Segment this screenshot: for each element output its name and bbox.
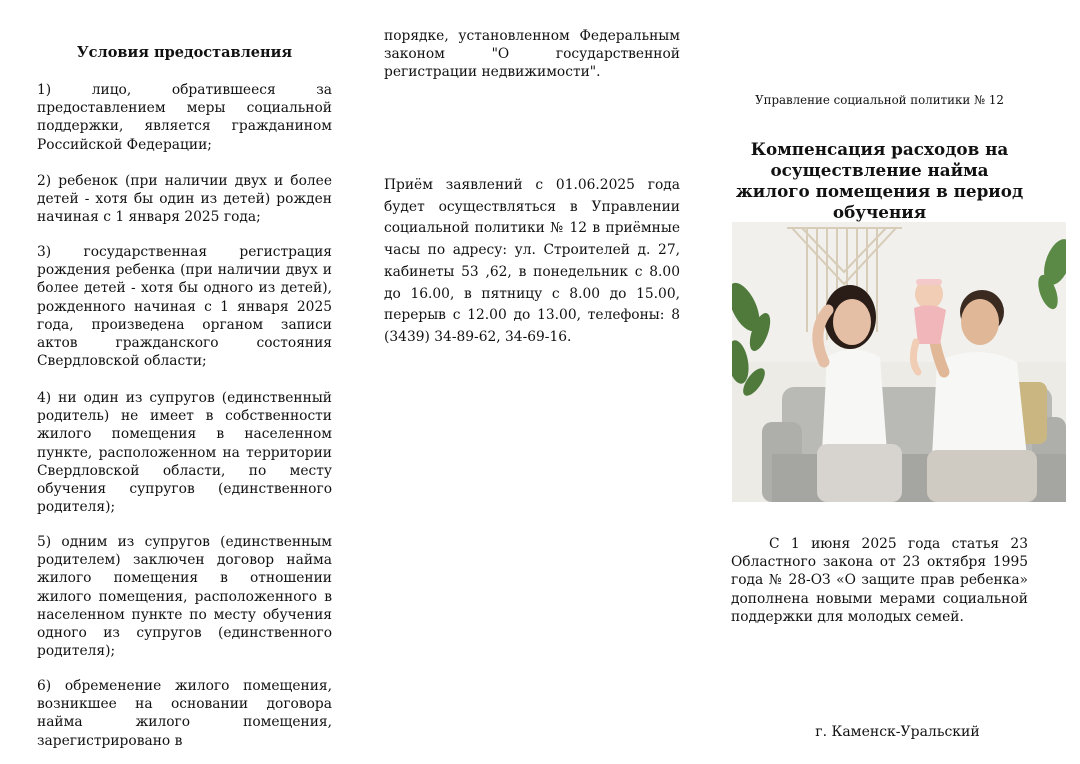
right-panel — [731, 0, 1028, 764]
condition-3: 3) государственная регистрация рождения ребенка (при наличии двух и более детей - хотя бы одного из детей), рожденного начиная с 1 января 2025 года, произведена органом записи актов гражданского состояния Свердловской области; — [37, 244, 332, 370]
condition-6: 6) обременение жилого помещения, возникшее на основании договора найма жилого помещения, зарегистрировано в — [37, 678, 332, 749]
left-panel — [37, 0, 332, 764]
conditions-continuation: порядке, установленном Федеральным законом "О государственной регистрации недвижимости". — [384, 28, 680, 81]
law-text: С 1 июня 2025 года статья 23 Областного закона от 23 октября 1995 года № 28-ОЗ «О защите прав ребенка» дополнена новыми мерами социальной поддержки для молодых семей. — [731, 536, 1028, 625]
condition-1: 1) лицо, обратившееся за предоставлением меры социальной поддержки, является гражданином Российской Федерации; — [37, 82, 332, 153]
brochure-title: Компенсация расходов на осуществление найма жилого помещения в период обучения — [735, 139, 1024, 222]
condition-4: 4) ни один из супругов (единственный родитель) не имеет в собственности жилого помещения в населенном пункте, расположенном на территории Свердловской области, по месту обучения супругов (единственного родителя); — [37, 390, 332, 516]
agency-name: Управление социальной политики № 12 — [755, 93, 1004, 107]
family-photo — [732, 222, 1066, 502]
city-name: г. Каменск-Уральский — [815, 724, 980, 740]
application-schedule: Приём заявлений с 01.06.2025 года будет осуществляться в Управлении социальной политики № 12 в приёмные часы по адресу: ул. Строителей д. 27, кабинеты 53 ,62, в понедельник с 8.00 до 16.00, в пятницу с 8.00 до 15.00, перерыв с 12.00 до 13.00, телефоны: 8 (3439) 34-89-62, 34-69-16. — [384, 177, 680, 345]
condition-2: 2) ребенок (при наличии двух и более детей - хотя бы один из детей) рожден начиная с 1 января 2025 года; — [37, 173, 332, 226]
conditions-heading: Условия предоставления — [76, 44, 293, 61]
middle-panel — [384, 0, 680, 764]
condition-5: 5) одним из супругов (единственным родителем) заключен договор найма жилого помещения в отношении жилого помещения, расположенного в населенном пункте по месту обучения одного из супругов (единственного родителя); — [37, 534, 332, 660]
